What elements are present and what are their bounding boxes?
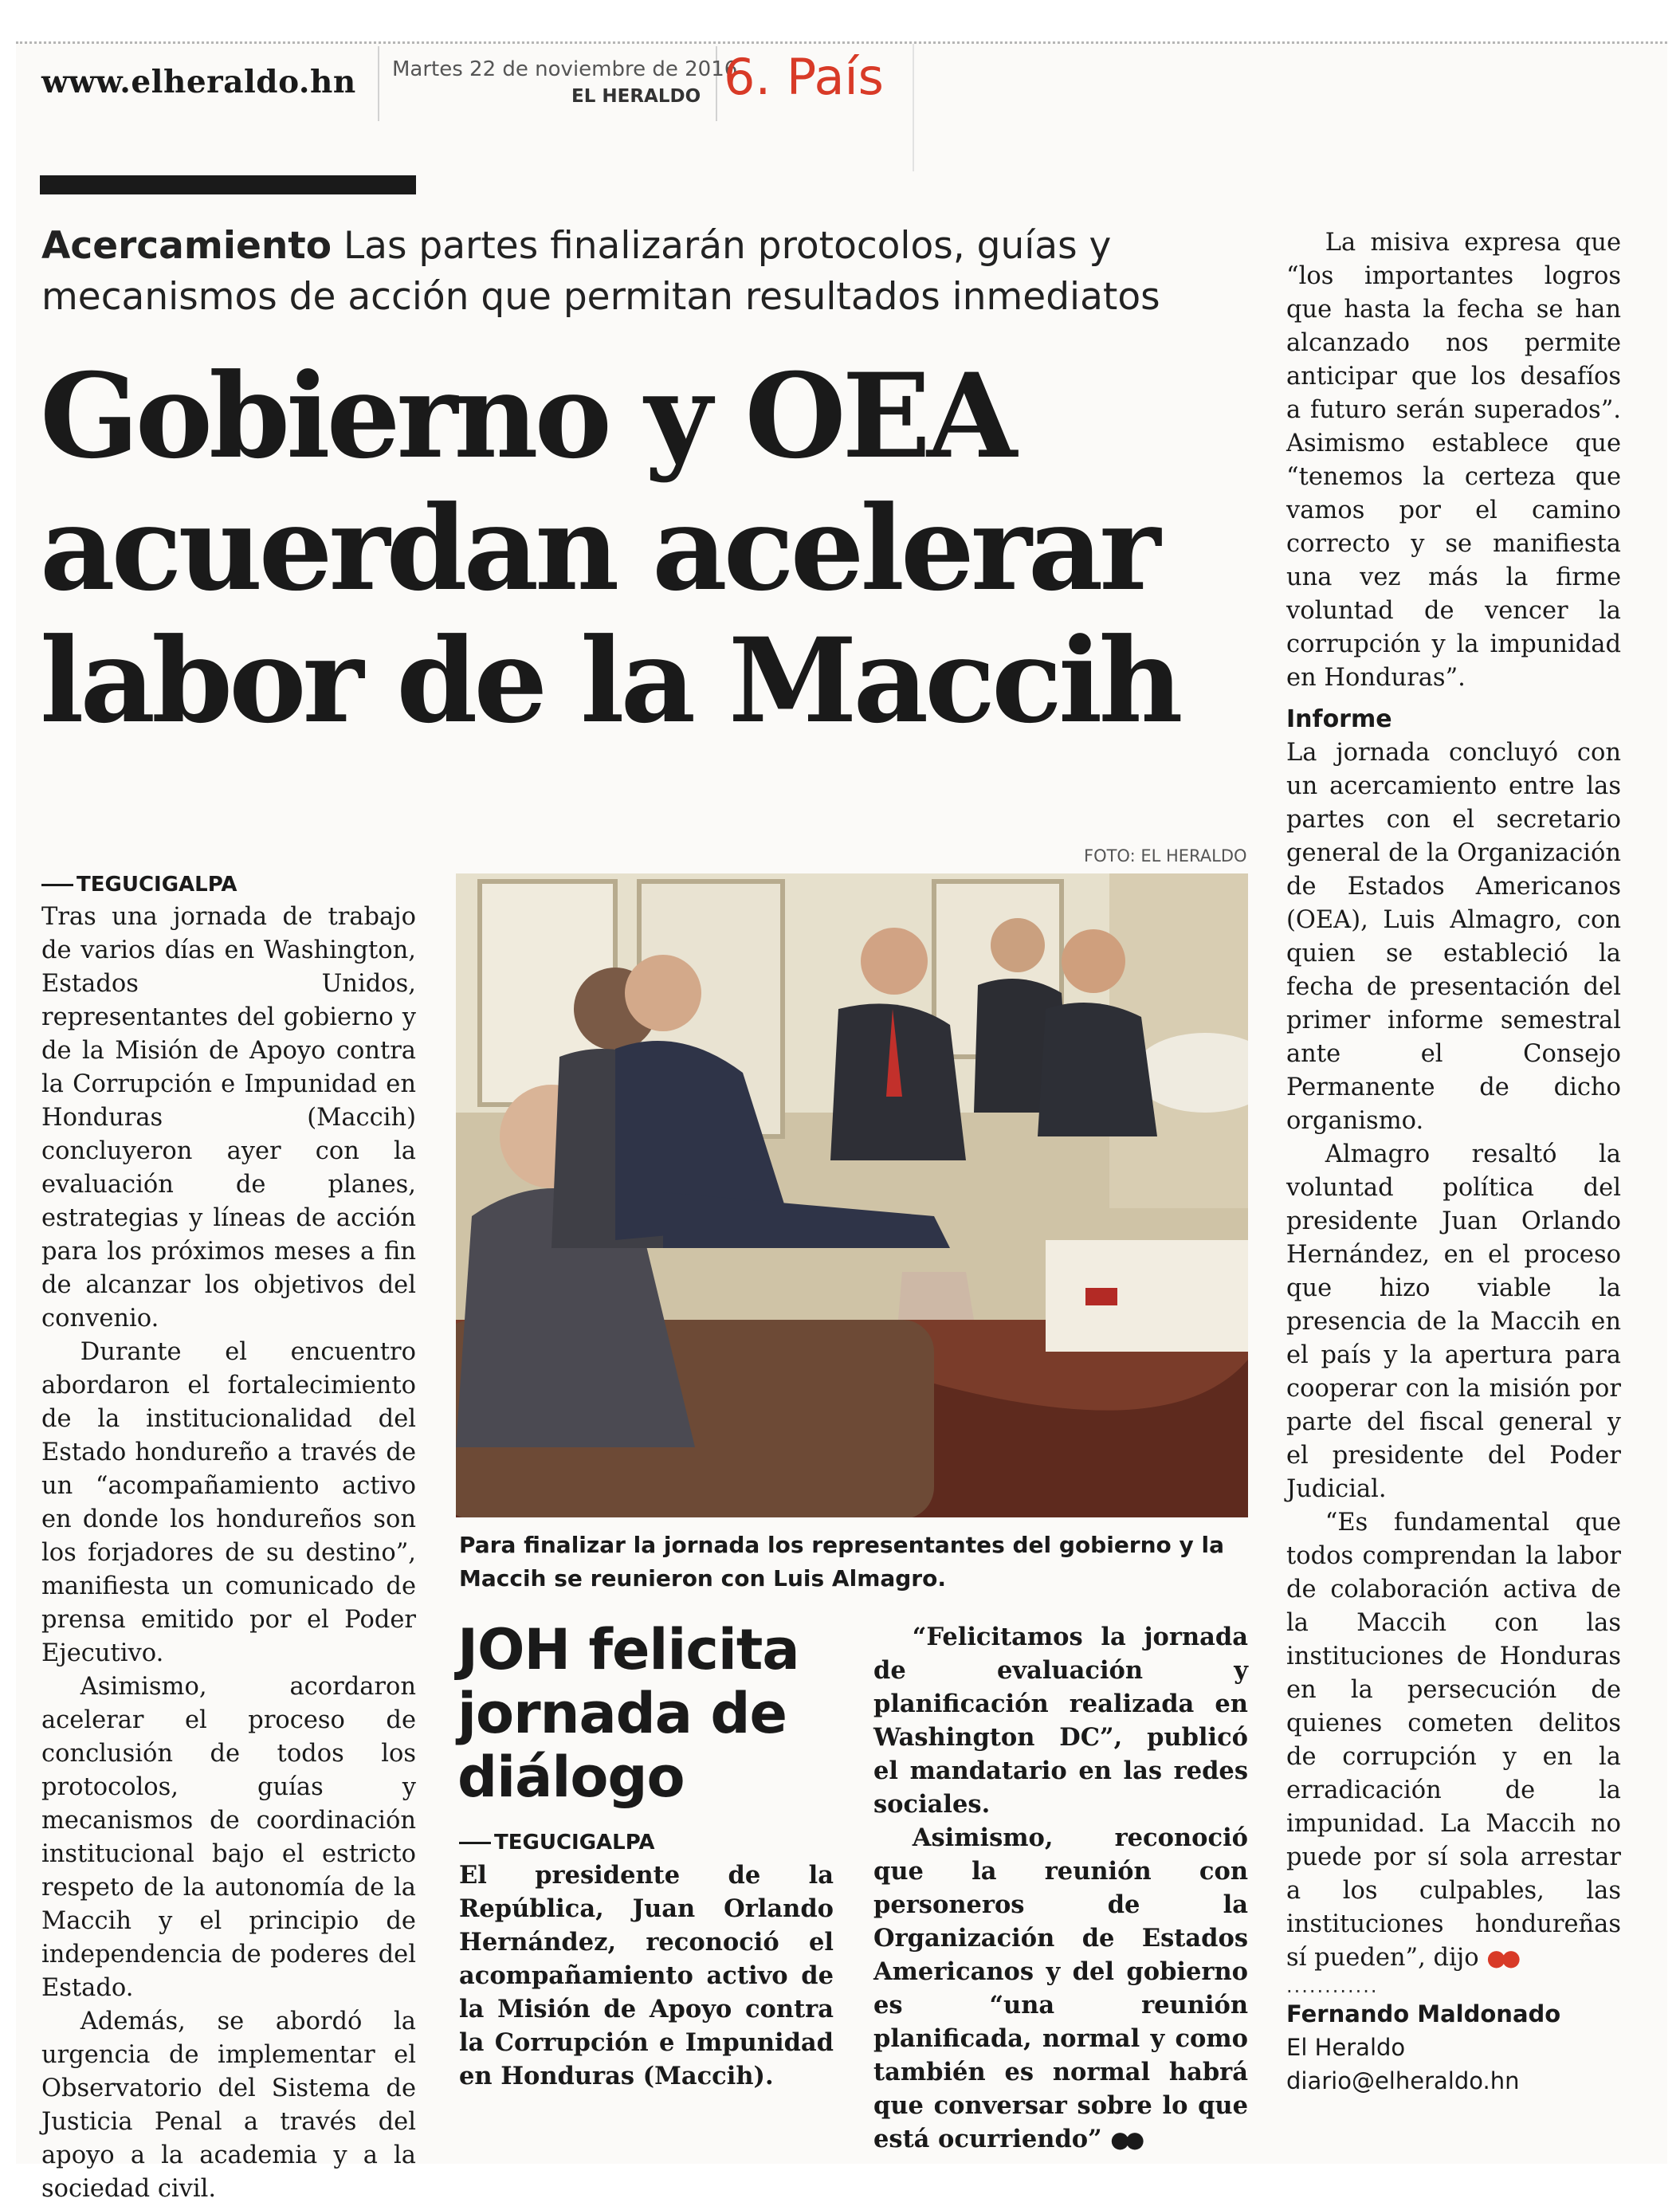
second-story-column-2 xyxy=(873,1620,1248,2157)
paper-name: EL HERALDO xyxy=(571,86,701,107)
second-paragraph-2: “Felicitamos la jornada de evaluación y planificación realizada en Washington DC”, publicó el mandatario en las redes sociales. xyxy=(873,1623,1248,1819)
header-rule xyxy=(40,175,416,194)
photo-credit: FOTO: EL HERALDO xyxy=(1084,846,1247,866)
headline: Gobierno y OEA acuerdan acelerar labor de la Maccih xyxy=(40,348,1180,749)
author-email: diario@elheraldo.hn xyxy=(1286,2067,1520,2094)
author-name: Fernando Maldonado xyxy=(1286,2000,1561,2027)
kicker-label: Acercamiento xyxy=(41,224,332,268)
second-dateline: TEGUCIGALPA xyxy=(459,1827,834,1859)
second-end-mark-icon: ●● xyxy=(1110,2126,1140,2153)
issue-date: Martes 22 de noviembre de 2016 xyxy=(392,57,738,81)
main-paragraph-3: Asimismo, acordaron acelerar el proceso de conclusión de todos los protocolos, guías y mecanismos de coordinación institucional bajo el estricto respeto de la autonomía de la Maccih y el principio de independencia de poderes del Estado. xyxy=(41,1673,416,2002)
dateline: TEGUCIGALPA xyxy=(41,869,416,901)
second-story-column-1 xyxy=(459,1827,834,2093)
main-story-column-right xyxy=(1286,226,1621,2098)
meeting-photo xyxy=(456,873,1248,1517)
subhead-informe: Informe xyxy=(1286,705,1392,733)
right-paragraph-1: La misiva expresa que “los importantes logros que hasta la fecha se han alcanzado nos permite anticipar que los desafíos a futuro serán superados”. Asimismo establece que “tenemos la certeza que vamos por el camino correcto y se manifiesta una vez más la firme voluntad de vencer la corrupción y la impunidad en Honduras”. xyxy=(1286,229,1621,692)
end-mark-icon: ●● xyxy=(1486,1945,1517,1971)
author-outlet: El Heraldo xyxy=(1286,2034,1406,2061)
main-paragraph-4: Además, se abordó la urgencia de implementar el Observatorio del Sistema de Justicia Penal a través del apoyo a la academia y a la sociedad civil. xyxy=(41,2008,416,2203)
main-paragraph-1: Tras una jornada de trabajo de varios días en Washington, Estados Unidos, representantes del gobierno y de la Misión de Apoyo contra la Corrupción e Impunidad en Honduras (Maccih) concluyeron ayer con la evaluación de planes, estrategias y líneas de acción para los próximos meses a fin de alcanzar los objetivos del convenio. xyxy=(41,903,416,1333)
second-paragraph-3: Asimismo, reconoció que la reunión con personeros de la Organización de Estados Americanos y del gobierno es “una reunión planificada, normal y como también es normal habrá que conversar sobre lo que está ocurriendo” xyxy=(873,1823,1248,2153)
kicker-text: Las partes finalizarán protocolos, guías y mecanismos de acción que permitan resultados inmediatos xyxy=(41,224,1160,319)
site-url: www.elheraldo.hn xyxy=(41,64,356,100)
meeting-photo-drawing xyxy=(456,873,1248,1517)
section-label: 6. País xyxy=(724,48,884,106)
second-headline: JOH felicita jornada de diálogo xyxy=(457,1617,799,1810)
main-paragraph-2: Durante el encuentro abordaron el fortalecimiento de la institucionalidad del Estado hondureño a través de un “acompañamiento activo en donde los hondureños son los forjadores de su destino”, manifiesta un comunicado de prensa emitido por el Poder Ejecutivo. xyxy=(41,1338,416,1667)
right-paragraph-3: Almagro resaltó la voluntad política del presidente Juan Orlando Hernández, en el proceso que hizo viable la presencia de la Maccih en el país y la apertura para cooperar con la misión por parte del fiscal general y el presidente del Poder Judicial. xyxy=(1286,1140,1621,1503)
second-paragraph-1: El presidente de la República, Juan Orlando Hernández, reconoció el acompañamiento activo de la Misión de Apoyo contra la Corrupción e Impunidad en Honduras (Maccih). xyxy=(459,1861,834,2090)
right-paragraph-4 xyxy=(1286,1506,1621,1975)
main-story-column-1 xyxy=(41,869,416,2206)
kicker xyxy=(41,221,1221,323)
right-paragraph-2: La jornada concluyó con un acercamiento entre las partes con el secretario general de la Organización de Estados Americanos (OEA), Luis Almagro, con quien se estableció la fecha de presentación del primer informe semestral ante el Consejo Permanente de dicho organismo. xyxy=(1286,739,1621,1135)
clipping-edge xyxy=(913,44,914,171)
right-paragraph-4-text: “Es fundamental que todos comprendan la labor de colaboración activa de la Maccih con las instituciones de Honduras en la persecución de quienes cometen delitos de corrupción y en la erradicación de la impunidad. La Maccih no puede por sí sola arrestar a los culpables, las instituciones hondureñas sí pueden”, dijo xyxy=(1286,1509,1621,1972)
signature-dots: ............ xyxy=(1286,1975,1379,1997)
photo-caption: Para finalizar la jornada los representantes del gobierno y la Maccih se reunieron con Luis Almagro. xyxy=(459,1532,1225,1592)
